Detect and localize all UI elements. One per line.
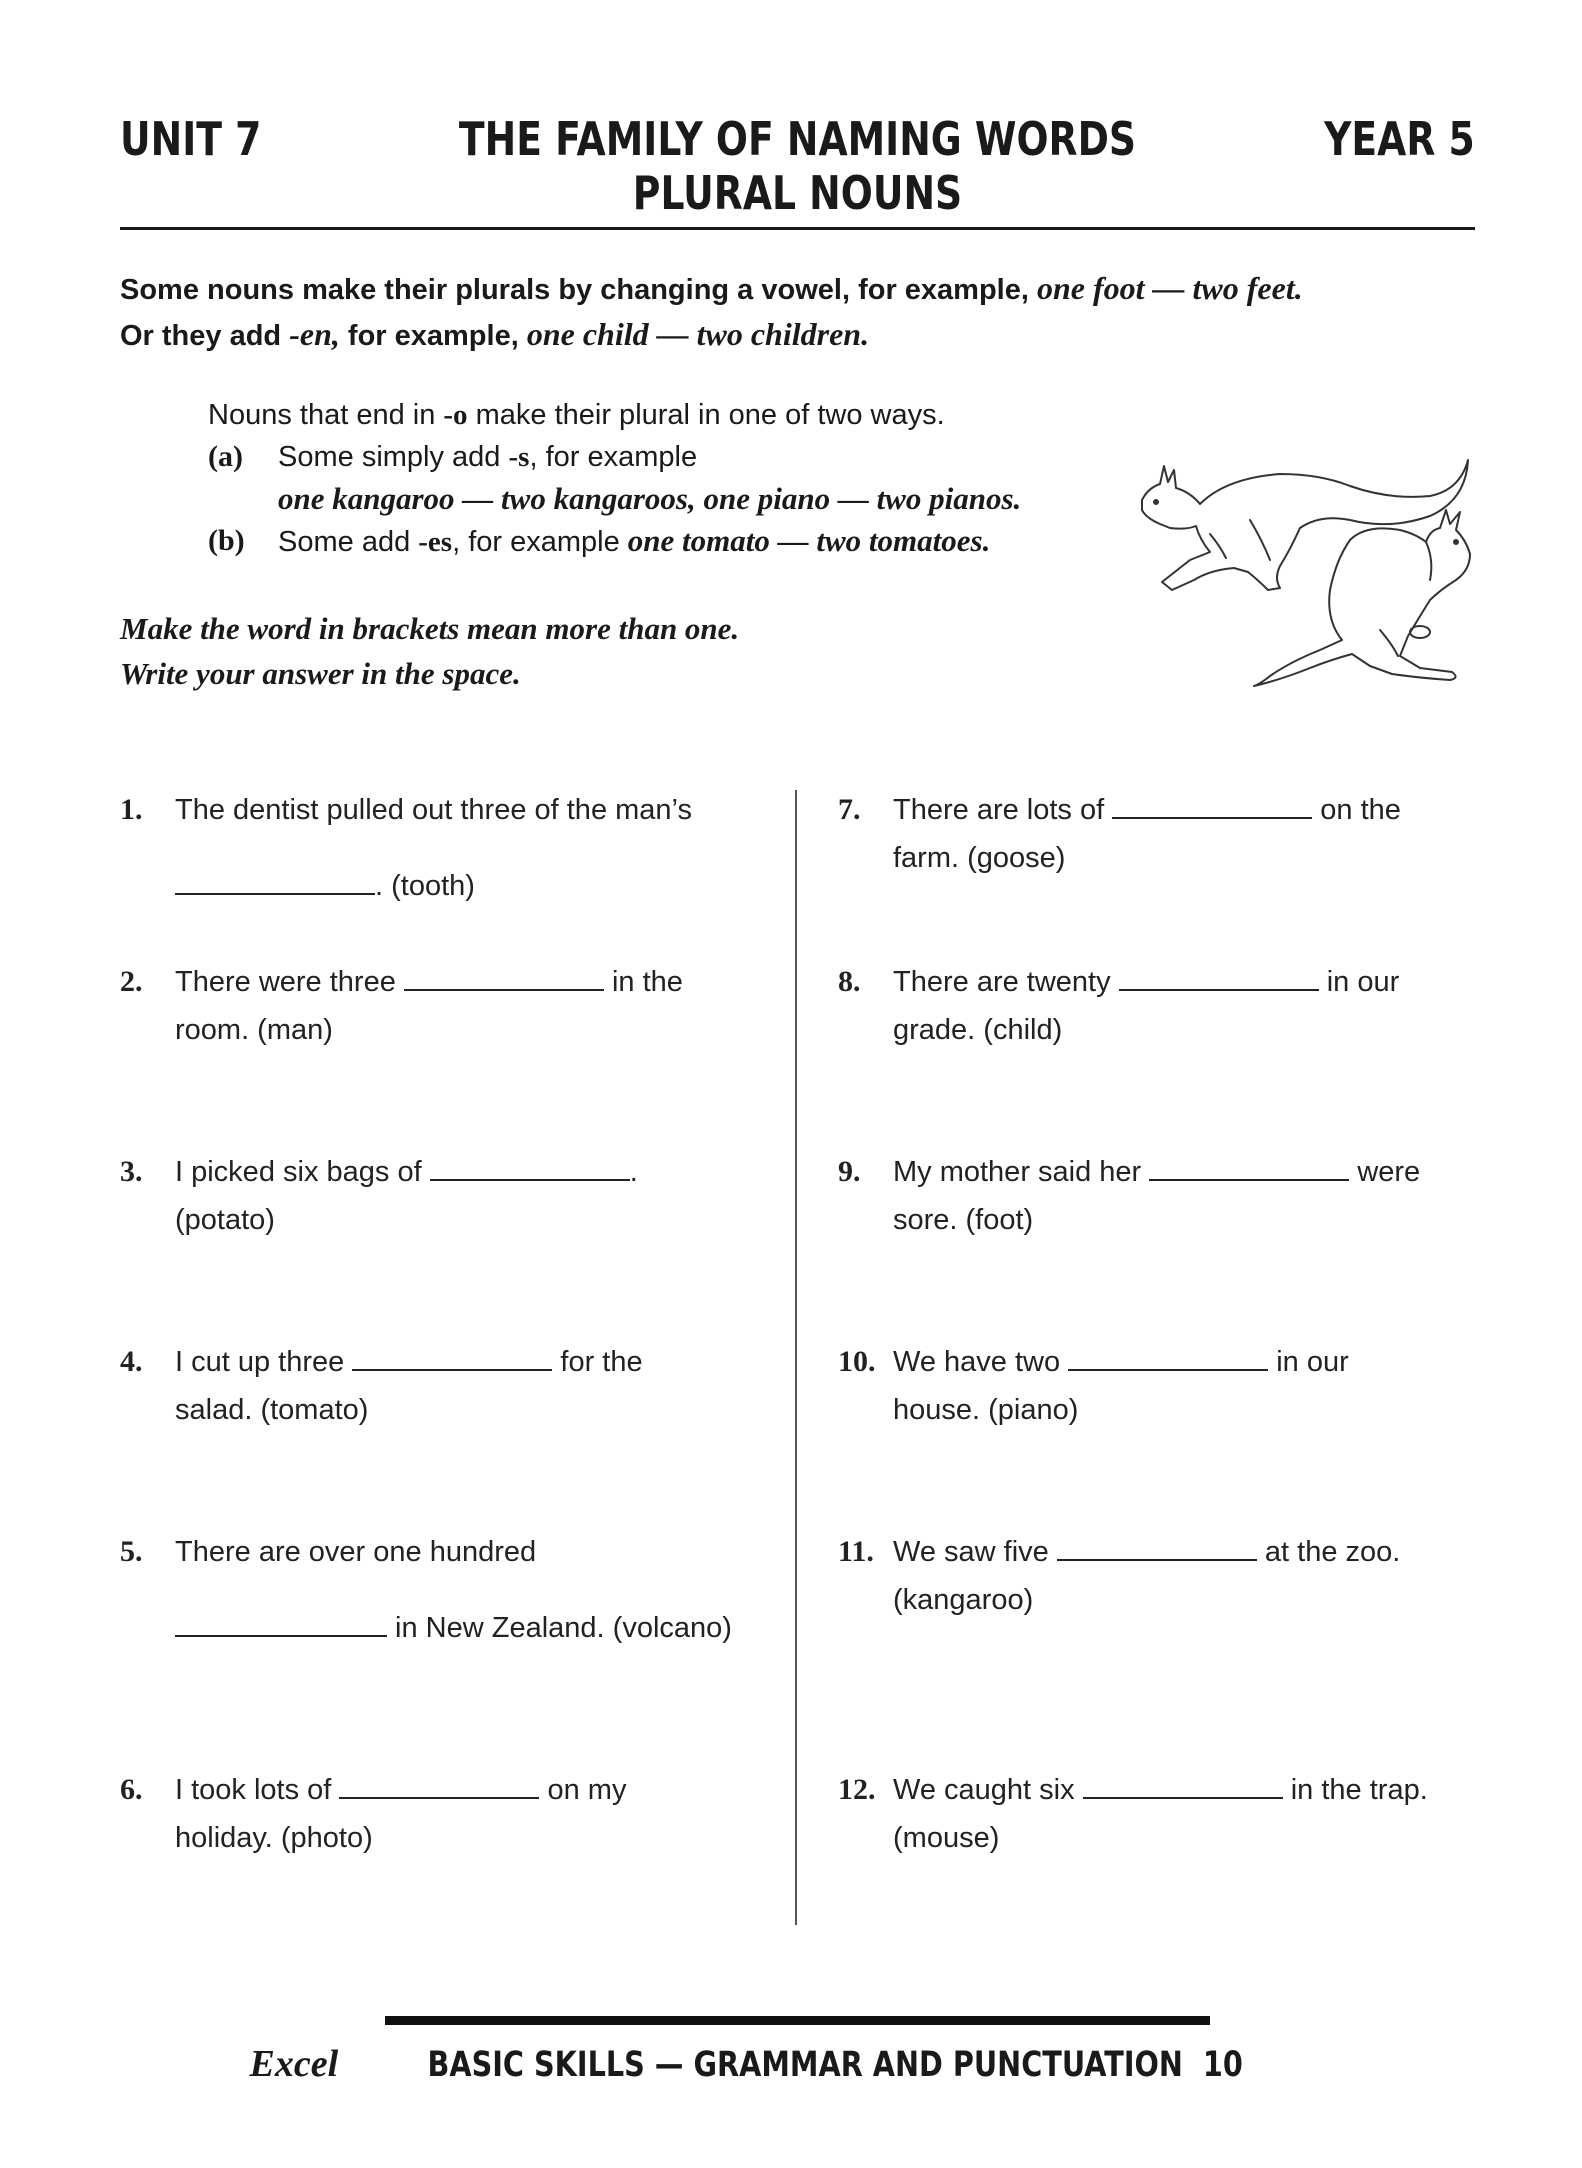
- question-text: We saw five: [893, 1536, 1057, 1568]
- intro-text: [120, 266, 1480, 358]
- question-text: I took lots of: [175, 1774, 340, 1806]
- title-line-1: THE FAMILY OF NAMING WORDS: [458, 112, 1137, 166]
- question-hint: (potato): [175, 1204, 275, 1236]
- question-number: 7.: [838, 793, 861, 826]
- question-text-after: in our: [1318, 966, 1400, 998]
- instructions-line-2: Write your answer in the space.: [120, 656, 521, 691]
- answer-blank[interactable]: [430, 1155, 630, 1181]
- note-item-a-text-a: Some simply add: [278, 441, 509, 473]
- note-line-1: [208, 394, 1158, 436]
- question-hint: farm. (goose): [893, 842, 1066, 874]
- question-number: 1.: [120, 793, 143, 826]
- question-body: [893, 1766, 1513, 1862]
- answer-blank[interactable]: [1083, 1773, 1283, 1799]
- question-hint: sore. (foot): [893, 1204, 1034, 1236]
- question-body: [175, 1338, 795, 1434]
- question-hint: grade. (child): [893, 1014, 1063, 1046]
- kangaroo-illustration: [1130, 430, 1510, 700]
- question-body: [175, 786, 795, 910]
- question-number: 8.: [838, 965, 861, 998]
- note-item-a-example: one kangaroo — two kangaroos, one piano — two pianos.: [278, 481, 1022, 516]
- intro-suffix-en: -en,: [289, 316, 340, 352]
- question-hint: in New Zealand. (volcano): [387, 1612, 732, 1644]
- answer-blank[interactable]: [1112, 793, 1312, 819]
- brand-name: Excel: [249, 2043, 339, 2085]
- question-body: [175, 1528, 795, 1652]
- note-item-a-text-b: , for example: [529, 441, 698, 473]
- question-number: 11.: [838, 1535, 874, 1568]
- note-item-b-text-b: , for example: [452, 526, 628, 558]
- note-suffix-o: -o: [443, 399, 468, 431]
- question-body: [175, 1766, 795, 1862]
- question-number: 12.: [838, 1773, 876, 1806]
- note-item-b-text: [278, 520, 990, 563]
- question-hint: room. (man): [175, 1014, 333, 1046]
- question-hint: (mouse): [893, 1822, 1000, 1854]
- note-line-1-a: Nouns that end in: [208, 399, 444, 431]
- question-number: 5.: [120, 1535, 143, 1568]
- instructions: [120, 606, 739, 696]
- note-suffix-es: -es: [418, 526, 453, 558]
- footer-title-wrap: [428, 2045, 1243, 2085]
- question-body: [893, 1528, 1513, 1624]
- intro-line-1-example: one foot — two feet.: [1036, 270, 1303, 306]
- page-header: [120, 112, 1475, 232]
- answer-blank[interactable]: [175, 869, 375, 895]
- question-hint: salad. (tomato): [175, 1394, 369, 1426]
- question-text: I cut up three: [175, 1346, 353, 1378]
- question-number: 6.: [120, 1773, 143, 1806]
- question-line-2: [175, 862, 795, 910]
- question-hint: (kangaroo): [893, 1584, 1034, 1616]
- answer-blank[interactable]: [352, 1345, 552, 1371]
- question-body: [893, 1338, 1513, 1434]
- footer-title: BASIC SKILLS — GRAMMAR AND PUNCTUATION: [427, 2045, 1184, 2085]
- question-hint: house. (piano): [893, 1394, 1079, 1426]
- note-item-b-label: (b): [208, 524, 245, 557]
- note-line-1-b: make their plural in one of two ways.: [467, 399, 945, 431]
- question-text: I picked six bags of: [175, 1156, 430, 1188]
- question-number: 10.: [838, 1345, 876, 1378]
- note-line-1-text: [208, 394, 945, 436]
- question-text: My mother said her: [893, 1156, 1150, 1188]
- question-body: [893, 1148, 1513, 1244]
- page-title: [120, 112, 1475, 220]
- question-text: We caught six: [893, 1774, 1083, 1806]
- question-text: There are twenty: [893, 966, 1119, 998]
- intro-line-2-text: Or they add: [120, 320, 290, 352]
- intro-line-2-text-b: for example,: [339, 320, 527, 352]
- note-item-a-text: [278, 436, 697, 478]
- rule-note: [208, 394, 1158, 562]
- column-divider: [795, 790, 797, 1925]
- question-text-after: for the: [552, 1346, 643, 1378]
- question-text-after: on the: [1312, 794, 1401, 826]
- question-number: 3.: [120, 1155, 143, 1188]
- question-text-after: in the trap.: [1282, 1774, 1428, 1806]
- question-text-after: in our: [1268, 1346, 1349, 1378]
- question-body: [893, 786, 1513, 882]
- question-text-after: on my: [539, 1774, 627, 1806]
- note-item-a: [208, 436, 1158, 478]
- answer-blank[interactable]: [175, 1611, 387, 1637]
- answer-blank[interactable]: [1149, 1155, 1349, 1181]
- question-body: [175, 1148, 795, 1244]
- question-text-after: at the zoo.: [1256, 1536, 1401, 1568]
- year-label: YEAR 5: [1324, 112, 1475, 166]
- question-body: [893, 958, 1513, 1054]
- page-number: 10: [1203, 2045, 1243, 2085]
- question-number: 4.: [120, 1345, 143, 1378]
- question-text: We have two: [893, 1346, 1069, 1378]
- intro-line-1: [120, 266, 1480, 312]
- answer-blank[interactable]: [1068, 1345, 1268, 1371]
- question-text: There were three: [175, 966, 404, 998]
- note-item-b-text-a: Some add: [278, 526, 419, 558]
- page-footer: [0, 2042, 1582, 2086]
- question-number: 2.: [120, 965, 143, 998]
- note-item-b: [208, 520, 1158, 562]
- answer-blank[interactable]: [1119, 965, 1319, 991]
- note-item-b-example: one tomato — two tomatoes.: [627, 523, 991, 558]
- question-text: The dentist pulled out three of the man’s: [175, 794, 692, 826]
- unit-label: UNIT 7: [120, 112, 262, 166]
- intro-line-1-text: Some nouns make their plurals by changing a vowel, for example,: [120, 274, 1037, 306]
- question-text-after: .: [629, 1156, 638, 1188]
- question-hint: . (tooth): [375, 870, 475, 902]
- answer-blank[interactable]: [1057, 1535, 1257, 1561]
- question-hint: holiday. (photo): [175, 1822, 373, 1854]
- header-divider: [120, 227, 1475, 230]
- instructions-line-1: Make the word in brackets mean more than one.: [120, 611, 740, 646]
- question-number: 9.: [838, 1155, 861, 1188]
- note-suffix-s: -s: [508, 441, 530, 473]
- question-text-after: in the: [603, 966, 683, 998]
- footer-rule: [385, 2016, 1210, 2025]
- intro-line-2-example: one child — two children.: [526, 316, 870, 352]
- question-text: There are over one hundred: [175, 1536, 537, 1568]
- intro-line-2: [120, 312, 1480, 358]
- answer-blank[interactable]: [404, 965, 604, 991]
- question-line-2: [175, 1604, 795, 1652]
- question-body: [175, 958, 795, 1054]
- note-item-a-example-row: [208, 478, 1158, 520]
- question-text: There are lots of: [893, 794, 1113, 826]
- note-item-a-label: (a): [208, 440, 243, 473]
- title-line-2: PLURAL NOUNS: [632, 166, 963, 220]
- answer-blank[interactable]: [339, 1773, 539, 1799]
- question-text-after: were: [1349, 1156, 1421, 1188]
